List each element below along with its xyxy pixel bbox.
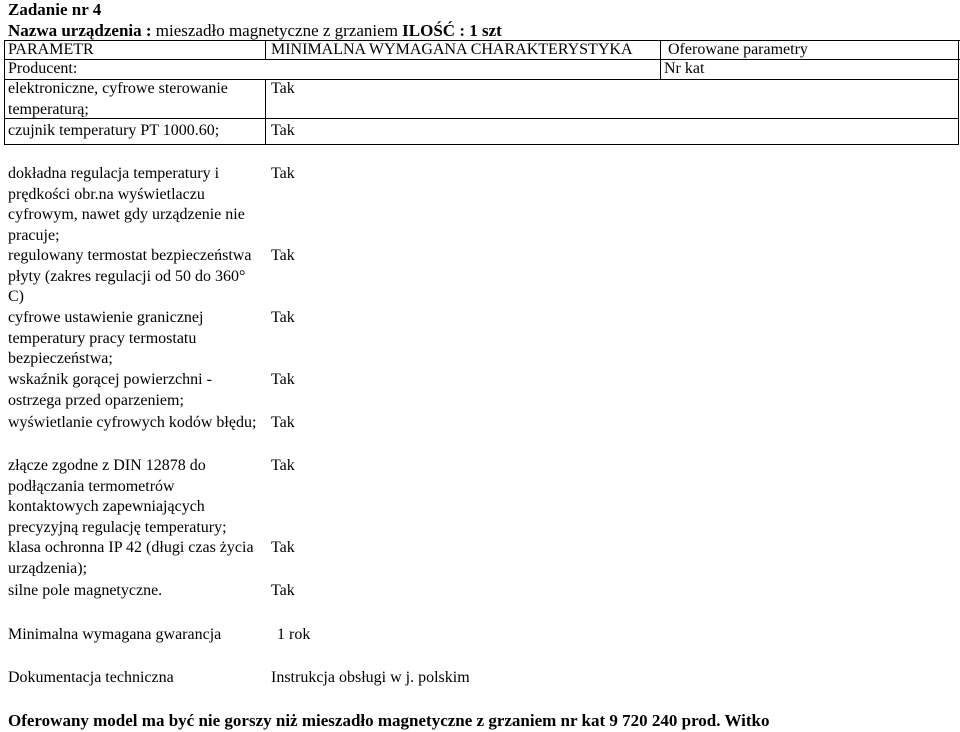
producer-value: Nr kat [664,60,705,77]
value-row-1: Tak [271,80,295,97]
footer-note: Oferowany model ma być nie gorszy niż mieszadło magnetyczne z grzaniem nr kat 9 720 240 prod. Witko [8,711,770,730]
warranty-value: 1 rok [277,626,311,643]
task-title: Zadanie nr 4 [8,0,102,19]
quantity: ILOŚĆ : 1 szt [402,21,502,40]
value-row-10: Tak [271,582,295,599]
value-row-3: Tak [271,165,295,182]
device-name-line [8,20,502,42]
param-row-1: elektroniczne, cyfrowe sterowanie temperaturą; [8,80,228,118]
param-row-7: wyświetlanie cyfrowych kodów błędu; [8,414,257,431]
value-row-4: Tak [271,247,295,264]
table-header [4,40,960,60]
value-row-6: Tak [271,371,295,388]
param-row-4: regulowany termostat bezpieczeństwa płyty (zakres regulacji od 50 do 360° C) [8,247,252,305]
documentation-value: Instrukcja obsługi w j. polskim [271,669,470,686]
param-row-5: cyfrowe ustawienie granicznej temperatury pracy termostatu bezpieczeństwa; [8,309,204,367]
device-name-label: Nazwa urządzenia : [8,21,152,40]
header-min-requirement: MINIMALNA WYMAGANA CHARAKTERYSTYKA [271,41,633,58]
param-row-3: dokładna regulacja temperatury i prędkości obr.na wyświetlaczu cyfrowym, nawet gdy urządzenie nie pracuje; [8,165,245,244]
value-row-8: Tak [271,457,295,474]
value-row-5: Tak [271,309,295,326]
param-row-8: złącze zgodne z DIN 12878 do podłączania termometrów kontaktowych zapewniających precyzyjną regulację temperatury; [8,457,227,536]
value-row-9: Tak [271,539,295,556]
producer-label: Producent: [8,60,78,77]
param-row-10: silne pole magnetyczne. [8,582,163,599]
header-param: PARAMETR [8,41,94,58]
device-name-value: mieszadło magnetyczne z grzaniem [151,21,398,40]
warranty-label: Minimalna wymagana gwarancja [8,626,222,643]
param-row-6: wskaźnik gorącej powierzchni - ostrzega przed oparzeniem; [8,371,212,409]
value-row-7: Tak [271,414,295,431]
param-row-9: klasa ochronna IP 42 (długi czas życia urządzenia); [8,539,254,577]
header-offered: Oferowane parametry [668,41,808,58]
documentation-label: Dokumentacja techniczna [8,669,174,686]
value-row-2: Tak [271,122,295,139]
param-row-2: czujnik temperatury PT 1000.60; [8,122,220,139]
